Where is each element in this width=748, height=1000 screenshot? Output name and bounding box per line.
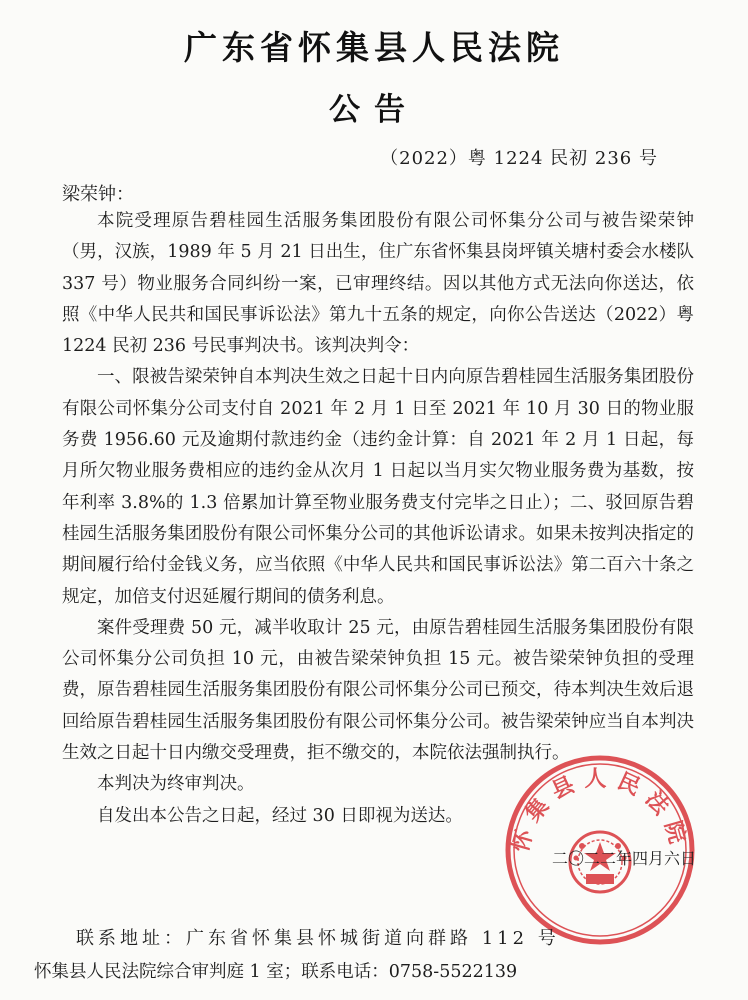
notice-body [62, 206, 694, 832]
seal-text: 怀集县人民法院 [508, 767, 692, 855]
svg-text:怀集县人民法院 [507, 767, 692, 856]
court-name: 广东省怀集县人民法院 [184, 28, 564, 67]
case-number: （2022）粤 1224 民初 236 号 [380, 148, 658, 169]
issue-date: 二〇二二年四月六日 [551, 849, 696, 868]
addressee: 梁荣钟： [62, 184, 134, 205]
paragraph-fees: 案件受理费 50 元，减半收取计 25 元，由原告碧桂园生活服务集团股份有限公司怀集分公司负担 10 元，由被告梁荣钟负担 15 元。被告梁荣钟负担的受理费，原告碧桂园生活服务集团股份有限公司怀集分公司已预交，待本判决生效后退回给原告碧桂园生活服务集团股份有限公司怀集分公司。被告梁荣钟应当自本判决生效之日起十日内缴交受理费，拒不缴交的，本院依法强制执行。 [62, 617, 694, 764]
paragraph-intro: 本院受理原告碧桂园生活服务集团股份有限公司怀集分公司与被告梁荣钟（男，汉族，1989 年 5 月 21 日出生，住广东省怀集县岗坪镇关塘村委会水楼队 337 号）物业服务合同纠纷一案，已审理终结。因以其他方式无法向你送达，依照《中华人民共和国民事诉讼法》第九十五条的规定，向你公告送达（2022）粤 1224 民初 236 号民事判决书。该判决判令： [62, 211, 694, 357]
contact-phone: 怀集县人民法院综合审判庭 1 室；联系电话：0758-5522139 [34, 962, 518, 982]
paragraph-service: 自发出本公告之日起，经过 30 日即视为送达。 [97, 805, 463, 826]
notice-title: 公告 [329, 92, 419, 128]
contact-address: 联系地址：广东省怀集县怀城街道向群路 112 号 [76, 928, 560, 949]
paragraph-judgment: 一、限被告梁荣钟自本判决生效之日起十日内向原告碧桂园生活服务集团股份有限公司怀集分公司支付自 2021 年 2 月 1 日至 2021 年 10 月 30 日的物业服务费 1956.60 元及逾期付款违约金（违约金计算：自 2021 年 2 月 1 日起，每月所欠物业服务费相应的违约金从次月 1 日起以当月实欠物业服务费为基数，按年利率 3.8%的 1.3 倍累加计算至物业服务费支付完毕之日止）；二、驳回原告碧桂园生活服务集团股份有限公司怀集分公司的其他诉讼请求。如果未按判决指定的期间履行给付金钱义务，应当依照《中华人民共和国民事诉讼法》第二百六十条之规定，加倍支付迟延履行期间的债务利息。 [62, 367, 694, 607]
paragraph-final: 本判决为终审判决。 [97, 774, 255, 795]
